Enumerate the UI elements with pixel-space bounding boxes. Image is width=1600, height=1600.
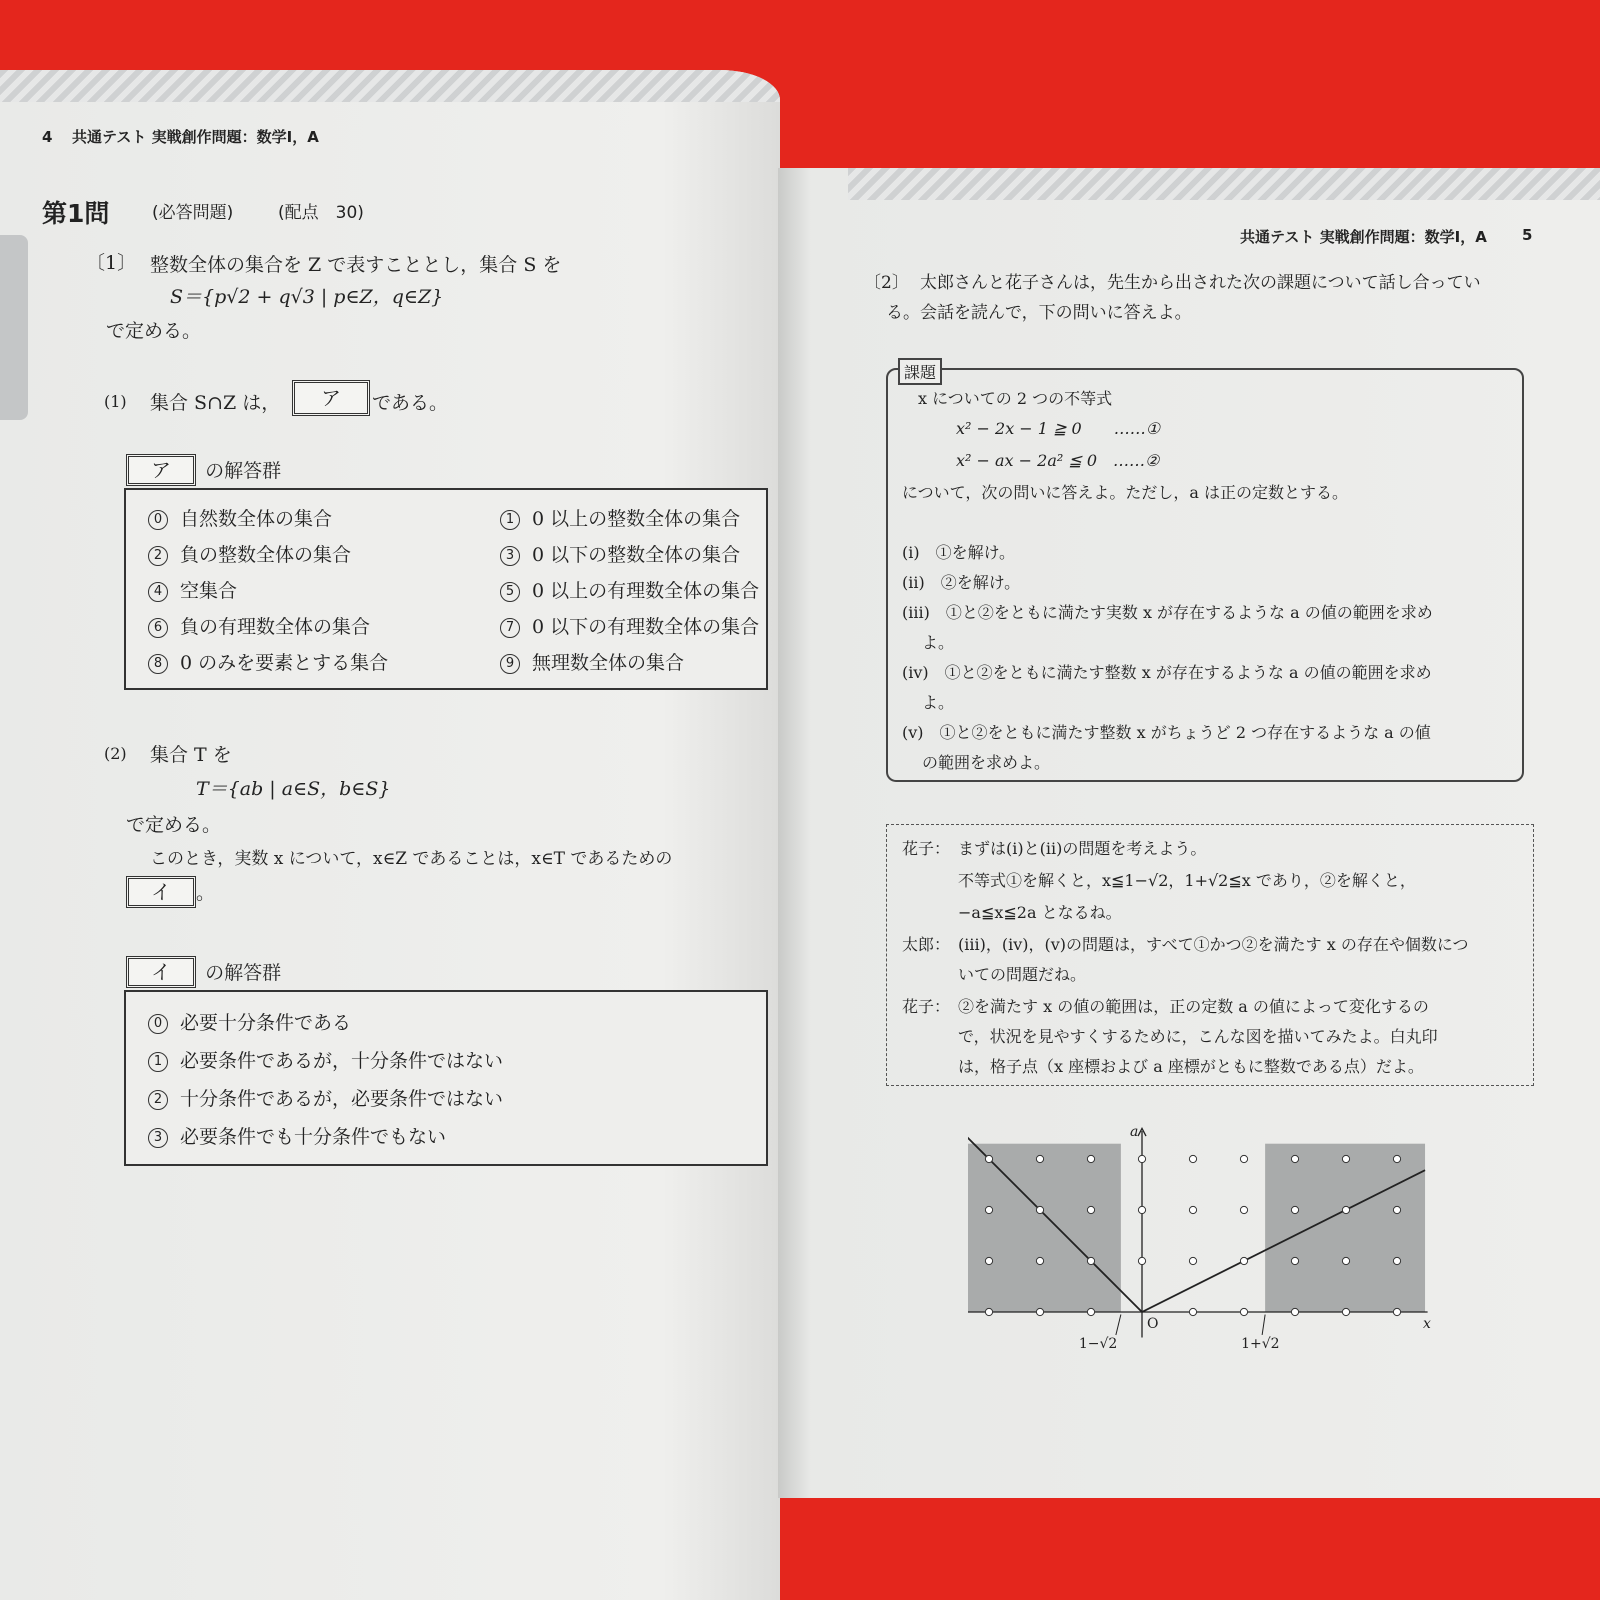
tick-right-arrow-icon	[1262, 1315, 1265, 1335]
choice-a-9[interactable]	[500, 648, 684, 675]
speaker-taro: 太郎：	[902, 935, 951, 954]
choice-a-1[interactable]	[500, 504, 740, 531]
running-header: 共通テスト 実戦創作問題：数学Ⅰ，A	[1240, 228, 1487, 246]
problem-points: (配点 30)	[278, 203, 364, 223]
question-num: (iii)	[902, 603, 930, 622]
choice-number-icon: 1	[500, 510, 520, 530]
choice-text: 必要条件でも十分条件でもない	[180, 1126, 447, 1148]
lattice-point	[985, 1308, 992, 1315]
lattice-point	[1240, 1155, 1247, 1162]
choice-number-icon: 3	[148, 1128, 168, 1148]
lattice-point	[1189, 1308, 1196, 1315]
lattice-point	[1240, 1257, 1247, 1264]
lattice-point	[1138, 1206, 1145, 1213]
choice-a-0[interactable]	[148, 504, 332, 531]
lattice-point	[1342, 1206, 1349, 1213]
choice-text: 0 以上の有理数全体の集合	[532, 580, 760, 602]
tick-right-label: 1+√2	[1241, 1336, 1280, 1352]
q1-label: (1)	[104, 392, 127, 411]
inequality-2: x² − ax − 2a² ≦ 0 ……②	[956, 451, 1160, 470]
dialogue-line: −a≦x≦2a となるね。	[958, 903, 1122, 922]
q2-defined-by: で定める。	[126, 814, 222, 836]
part2-intro-2: る。会話を読んで，下の問いに答えよ。	[886, 303, 1192, 323]
lattice-point	[1291, 1257, 1298, 1264]
question-iv-cont: よ。	[922, 693, 955, 712]
header-stripe	[848, 168, 1600, 200]
right-page	[778, 168, 1600, 1498]
q2-blank-i[interactable]	[126, 876, 215, 908]
question-num: (i)	[902, 543, 920, 562]
tick-left-arrow-icon	[1116, 1315, 1121, 1335]
choice-i-0[interactable]	[148, 1008, 351, 1035]
lattice-point	[1240, 1206, 1247, 1213]
lattice-point	[1393, 1206, 1400, 1213]
axis-x-label: x	[1423, 1316, 1431, 1332]
lattice-point	[985, 1155, 992, 1162]
choice-number-icon: 0	[148, 1014, 168, 1034]
lattice-point	[985, 1257, 992, 1264]
choice-number-icon: 1	[148, 1052, 168, 1072]
question-v	[902, 720, 1431, 743]
lattice-point	[1342, 1155, 1349, 1162]
lattice-point	[1087, 1308, 1094, 1315]
choice-text: 自然数全体の集合	[180, 508, 333, 530]
problem-required: (必答問題)	[152, 203, 234, 223]
lattice-point	[1087, 1155, 1094, 1162]
lattice-point	[1240, 1308, 1247, 1315]
dialogue-line: まずは(i)と(ii)の問題を考えよう。	[958, 839, 1207, 858]
question-iii-cont: よ。	[922, 633, 955, 652]
choice-number-icon: 2	[148, 546, 168, 566]
side-tab-marker	[0, 235, 28, 420]
inequality-1: x² − 2x − 1 ≧ 0 ……①	[956, 419, 1161, 438]
tick-left-label: 1−√2	[1078, 1336, 1118, 1352]
set-t-definition: T＝{ab | a∈S，b∈S}	[196, 778, 391, 800]
choice-i-1[interactable]	[148, 1046, 503, 1073]
answer-group-a-box: ア	[126, 454, 196, 486]
problem-title: 第1問	[42, 199, 110, 228]
choices-a-box	[124, 488, 768, 690]
choice-number-icon: 5	[500, 582, 520, 602]
lattice-point	[1138, 1257, 1145, 1264]
lattice-point	[1189, 1155, 1196, 1162]
question-iv	[902, 660, 1432, 683]
lattice-point	[1138, 1155, 1145, 1162]
choice-a-7[interactable]	[500, 612, 759, 639]
q2-text: 集合 T を	[150, 744, 232, 766]
q1-blank-a-label: ア	[292, 380, 370, 416]
q1-text-after: である。	[372, 392, 449, 414]
choice-text: 負の有理数全体の集合	[180, 616, 371, 638]
question-text: ①を解け。	[935, 543, 1015, 562]
choice-number-icon: 4	[148, 582, 168, 602]
choice-text: 必要条件であるが，十分条件ではない	[180, 1050, 504, 1072]
shade-left	[968, 1144, 1121, 1312]
q1-text: 集合 S∩Z は，	[150, 392, 281, 414]
question-text: ②を解け。	[940, 573, 1021, 592]
origin-label: O	[1147, 1316, 1159, 1332]
question-i	[902, 540, 1015, 563]
lattice-point	[1036, 1308, 1043, 1315]
lattice-point	[1087, 1257, 1094, 1264]
answer-group-a-header	[126, 454, 281, 486]
choice-text: 十分条件であるが，必要条件ではない	[180, 1088, 504, 1110]
question-text: ①と②をともに満たす整数 x がちょうど 2 つ存在するような a の値	[939, 723, 1431, 742]
question-num: (iv)	[902, 663, 929, 682]
lattice-point	[1036, 1206, 1043, 1213]
set-s-definition: S＝{p√2 + q√3 | p∈Z，q∈Z}	[170, 286, 444, 308]
left-page	[0, 70, 780, 1600]
speaker-hanako-2: 花子：	[902, 997, 951, 1016]
choice-number-icon: 8	[148, 654, 168, 674]
dialogue-line: いての問題だね。	[958, 965, 1087, 984]
part2-label: 〔2〕	[864, 273, 909, 293]
choice-number-icon: 9	[500, 654, 520, 674]
choice-number-icon: 7	[500, 618, 520, 638]
lattice-point	[1393, 1308, 1400, 1315]
answer-group-i-header	[126, 956, 281, 988]
lattice-point	[1189, 1206, 1196, 1213]
part2-intro-1: 太郎さんと花子さんは，先生から出された次の課題について話し合ってい	[920, 273, 1481, 293]
question-num: (v)	[902, 723, 924, 742]
choice-text: 空集合	[180, 580, 238, 602]
header-stripe	[0, 70, 780, 102]
axis-a-label: a	[1130, 1124, 1139, 1141]
kadai-line2: について，次の問いに答えよ。ただし，a は正の定数とする。	[902, 483, 1348, 502]
dialogue-line: 不等式①を解くと，x≦1−√2，1+√2≦x であり，②を解くと，	[958, 871, 1416, 890]
choice-a-5[interactable]	[500, 576, 759, 603]
lattice-point	[1291, 1155, 1298, 1162]
choice-number-icon: 0	[148, 510, 168, 530]
choice-number-icon: 2	[148, 1090, 168, 1110]
choice-text: 0 以下の整数全体の集合	[532, 544, 741, 566]
choice-text: 0 以下の有理数全体の集合	[532, 616, 760, 638]
dialogue-line: (iii)，(iv)，(v)の問題は，すべて①かつ②を満たす x の存在や個数につ	[958, 935, 1469, 954]
lattice-point	[1036, 1257, 1043, 1264]
choice-number-icon: 3	[500, 546, 520, 566]
question-v-cont: の範囲を求めよ。	[922, 753, 1051, 772]
q2-end: 。	[196, 882, 216, 904]
lattice-point	[1189, 1257, 1196, 1264]
choice-text: 0 以上の整数全体の集合	[532, 508, 741, 530]
lattice-point	[1291, 1308, 1298, 1315]
dialogue-line: は，格子点（x 座標および a 座標がともに整数である点）だよ。	[958, 1057, 1424, 1076]
choice-a-8[interactable]	[148, 648, 388, 675]
page-number: 5	[1522, 226, 1533, 244]
lattice-point	[1087, 1206, 1094, 1213]
choice-i-3[interactable]	[148, 1122, 446, 1149]
answer-group-i-box: イ	[126, 956, 196, 988]
choice-a-6[interactable]	[148, 612, 370, 639]
running-header: 共通テスト 実戦創作問題：数学Ⅰ，A	[72, 128, 319, 146]
question-text: ①と②をともに満たす整数 x が存在するような a の値の範囲を求め	[944, 663, 1432, 682]
lattice-point	[1393, 1155, 1400, 1162]
question-iii	[902, 600, 1433, 623]
q1-blank-a[interactable]	[292, 380, 370, 416]
choice-a-4[interactable]	[148, 576, 237, 603]
dialogue-line: で，状況を見やすくするために，こんな図を描いてみたよ。白丸印	[958, 1027, 1438, 1046]
question-ii	[902, 570, 1020, 593]
choice-number-icon: 6	[148, 618, 168, 638]
choice-a-2[interactable]	[148, 540, 351, 567]
choices-i-box	[124, 990, 768, 1166]
lattice-point	[985, 1206, 992, 1213]
kadai-line1: x についての 2 つの不等式	[918, 389, 1113, 408]
lattice-point	[1342, 1257, 1349, 1264]
choice-text: 0 のみを要素とする集合	[180, 652, 389, 674]
choice-text: 必要十分条件である	[180, 1012, 352, 1034]
answer-group-i-suffix: の解答群	[205, 962, 282, 984]
question-text: ①と②をともに満たす実数 x が存在するような a の値の範囲を求め	[945, 603, 1433, 622]
choice-i-2[interactable]	[148, 1084, 503, 1111]
part1-intro: 整数全体の集合を Z で表すこととし，集合 S を	[150, 254, 562, 276]
kadai-label: 課題	[898, 358, 942, 385]
part1-label: 〔1〕	[86, 252, 137, 274]
shade-right	[1265, 1144, 1425, 1312]
q2-condition: このとき，実数 x について，x∈Z であることは，x∈T であるための	[150, 849, 673, 869]
lattice-point	[1036, 1155, 1043, 1162]
dialogue-line: ②を満たす x の値の範囲は，正の定数 a の値によって変化するの	[958, 997, 1429, 1016]
answer-group-a-suffix: の解答群	[205, 460, 282, 482]
q2-blank-i-label: イ	[126, 876, 196, 908]
choice-text: 負の整数全体の集合	[180, 544, 352, 566]
question-num: (ii)	[902, 573, 925, 592]
choice-a-3[interactable]	[500, 540, 740, 567]
lattice-point	[1291, 1206, 1298, 1213]
page-number: 4	[42, 128, 53, 146]
choice-text: 無理数全体の集合	[532, 652, 685, 674]
defined-by-text: で定める。	[106, 320, 202, 342]
lattice-point	[1342, 1308, 1349, 1315]
lattice-point	[1393, 1257, 1400, 1264]
q2-label: (2)	[104, 744, 127, 763]
speaker-hanako-1: 花子：	[902, 839, 951, 858]
lattice-graph	[968, 1124, 1478, 1360]
